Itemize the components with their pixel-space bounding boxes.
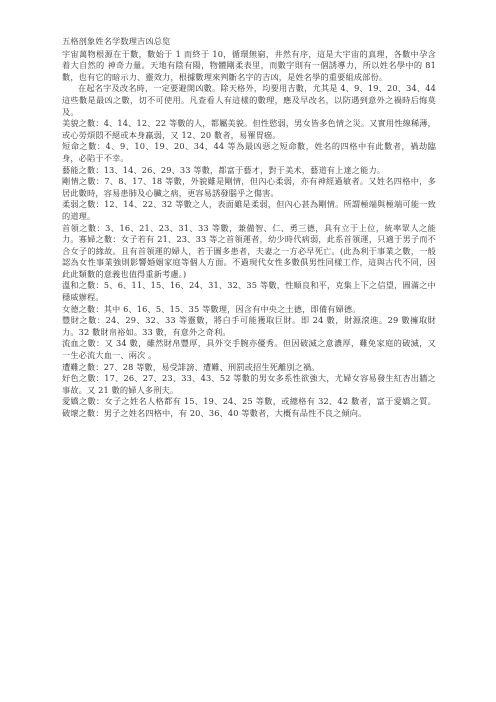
paragraph-art-numbers: 藝能之數：13、14、26、29、33 等數，都富于藝才，對于美术，藝道有上達之能力。 xyxy=(62,164,386,175)
paragraph-virtue-numbers: 女德之數：其中 6、16、5、15、35 等數理，因含有中央之土德，即備有婦德。 xyxy=(62,303,361,314)
paragraph-mild-numbers: 溫和之數：5、6、11、15、16、24、31、32、35 等數，性順良和平，克集上下之信望，圓滿之中穩威辦程。 xyxy=(62,280,436,303)
paragraph-lust-numbers: 好色之數：17、26、27、23、33、43、52 等數的男女多系性欲強大，尤婦女容易發生紅杏出牆之事故。又 21 數的婦人多刑夫。 xyxy=(62,373,436,395)
paragraph-bloodshed-numbers: 流血之數：又 34 數，雖然財帛豐厚，具外交手腕亦優秀。但因破滅之意濃厚，難免家庭的破滅，又一生必流大血一、兩次 。 xyxy=(62,338,436,361)
paragraph-charm-numbers: 愛嬌之數：女子之姓名人格都有 15、19、24、25 等數，或總格有 32、42 數者，富于愛嬌之質。破壞之數：男子之姓名四格中，有 20、36、40 等數者，大概有品性不良之傾向。 xyxy=(62,396,436,418)
document-title: 五格剖象姓名学数理吉凶总览 xyxy=(62,36,171,46)
paragraph-rigid-numbers: 剛情之數：7、8、17、18 等數，外貌雖是剛情，但內心柔弱，亦有神經過敏者。又姓名四格中，多居此數時，容易患肺及心臟之病，更容易誘發腦乎之傷害。 xyxy=(62,176,436,198)
paragraph-intro: 宇宙萬物根源在于數，數始于 1 而終于 10，循環無窮，井然有序，這是大宇宙的真理，各數中孕含着大自然的 神奇力量。天地有陰有陽，物體剛柔表里，而數字則有一個誘導力，所以姓名學中的 81 數，也有它的暗示力、靈效力，根據數理來判斷名字的吉凶，是姓名學的重要組成部份。 xyxy=(62,48,436,82)
paragraph-gentle-numbers: 柔弱之數：12、14、22、32 等數之人，表面雖是柔弱，但內心甚為剛情。所謂極端與極端可能一致的道理。 xyxy=(62,199,436,221)
paragraph-wealth-numbers: 豐財之數：24、29、32、33 等靈數，將白手可能獲取巨財。即 24 數，財源滾進。29 數擁取財力。32 數財帛裕如。33 數，有意外之奇利。 xyxy=(62,315,436,337)
paragraph-disaster-numbers: 遭難之數：27、28 等數，易受誹謗、遭難、刑罰或招生死離別之禍。 xyxy=(62,361,320,372)
paragraph-short-life-numbers: 短命之數：4、9、10、19、20、34、44 等為最凶惡之短命數，姓名的四格中有此數者，禍劫臨身，必陷于不幸。 xyxy=(62,141,436,163)
paragraph-leader-numbers: 首領之數：3、16、21、23、31、33 等數，兼備智、仁、勇三德，具有立于上位，統率眾人之能力。寡婦之數：女子若有 21、23、33 等之首領運者，幼少時代病弱，此系首領運，只適于男子而不合女子的緣故。且有首領運的婦人，若于圖多患者，夫妻之一方必早死亡。(此為利于事業之數，一般認為女性事業強則影響婚姻家庭等個人方面。不過現代女性多數俱男性同樣工作，這與古代不同，因此此類數的意義也值得重新考慮。) xyxy=(62,222,436,279)
paragraph-beauty-numbers: 美貌之數：4、14、12、22 等數的人，都屬美貌。但性慾弱，男女皆多色情之災。又實用性線稀薄，或心勞煩悶不絕或本身羸弱，又 12、20 數者，易罹胃癌。 xyxy=(62,118,436,140)
document-page xyxy=(62,36,436,420)
paragraph-naming-advice: 在起名字及改名時，一定要避開凶數。除天格外，均要用吉數，尤其是 4、9、19、20、34、44 這些數是最凶之數，切不可使用。凡查看人有這樣的數理，應及早改名，以防遇到意外之禍時后悔莫及。 xyxy=(62,83,436,117)
